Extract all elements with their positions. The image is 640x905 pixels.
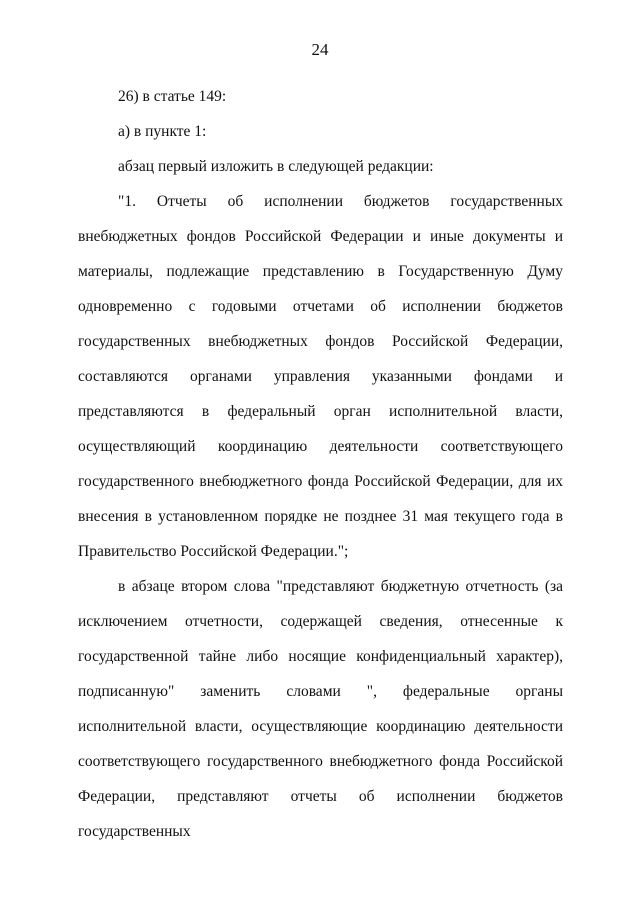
document-body [78, 79, 563, 849]
paragraph-article-149: 26) в статье 149: [118, 88, 227, 105]
page-number: 24 [311, 40, 329, 59]
paragraph-point-1: а) в пункте 1: [118, 123, 207, 140]
paragraph-new-wording: "1. Отчеты об исполнении бюджетов государственных внебюджетных фондов Российской Федерации и иные документы и материалы, подлежащие представлению в Государственную Думу одновременно с годовыми отчетами об исполнении бюджетов государственных внебюджетных фондов Российской Федерации, составляются органами управления указанными фондами и представляются в федеральный орган исполнительной власти, осуществляющий координацию деятельности соответствующего государственного внебюджетного фонда Российской Федерации, для их внесения в установленном порядке не позднее 31 мая текущего года в Правительство Российской Федерации."; [78, 193, 563, 560]
paragraph-second-abzac: в абзаце втором слова "представляют бюджетную отчетность (за исключением отчетности, содержащей сведения, отнесенные к государственной тайне либо носящие конфиденциальный характер), подписанную" заменить словами ", федеральные органы исполнительной власти, осуществляющие координацию деятельности соответствующего государственного внебюджетного фонда Российской Федерации, представляют отчеты об исполнении бюджетов государственных [78, 578, 563, 840]
paragraph-first-abzac: абзац первый изложить в следующей редакции: [118, 158, 434, 175]
